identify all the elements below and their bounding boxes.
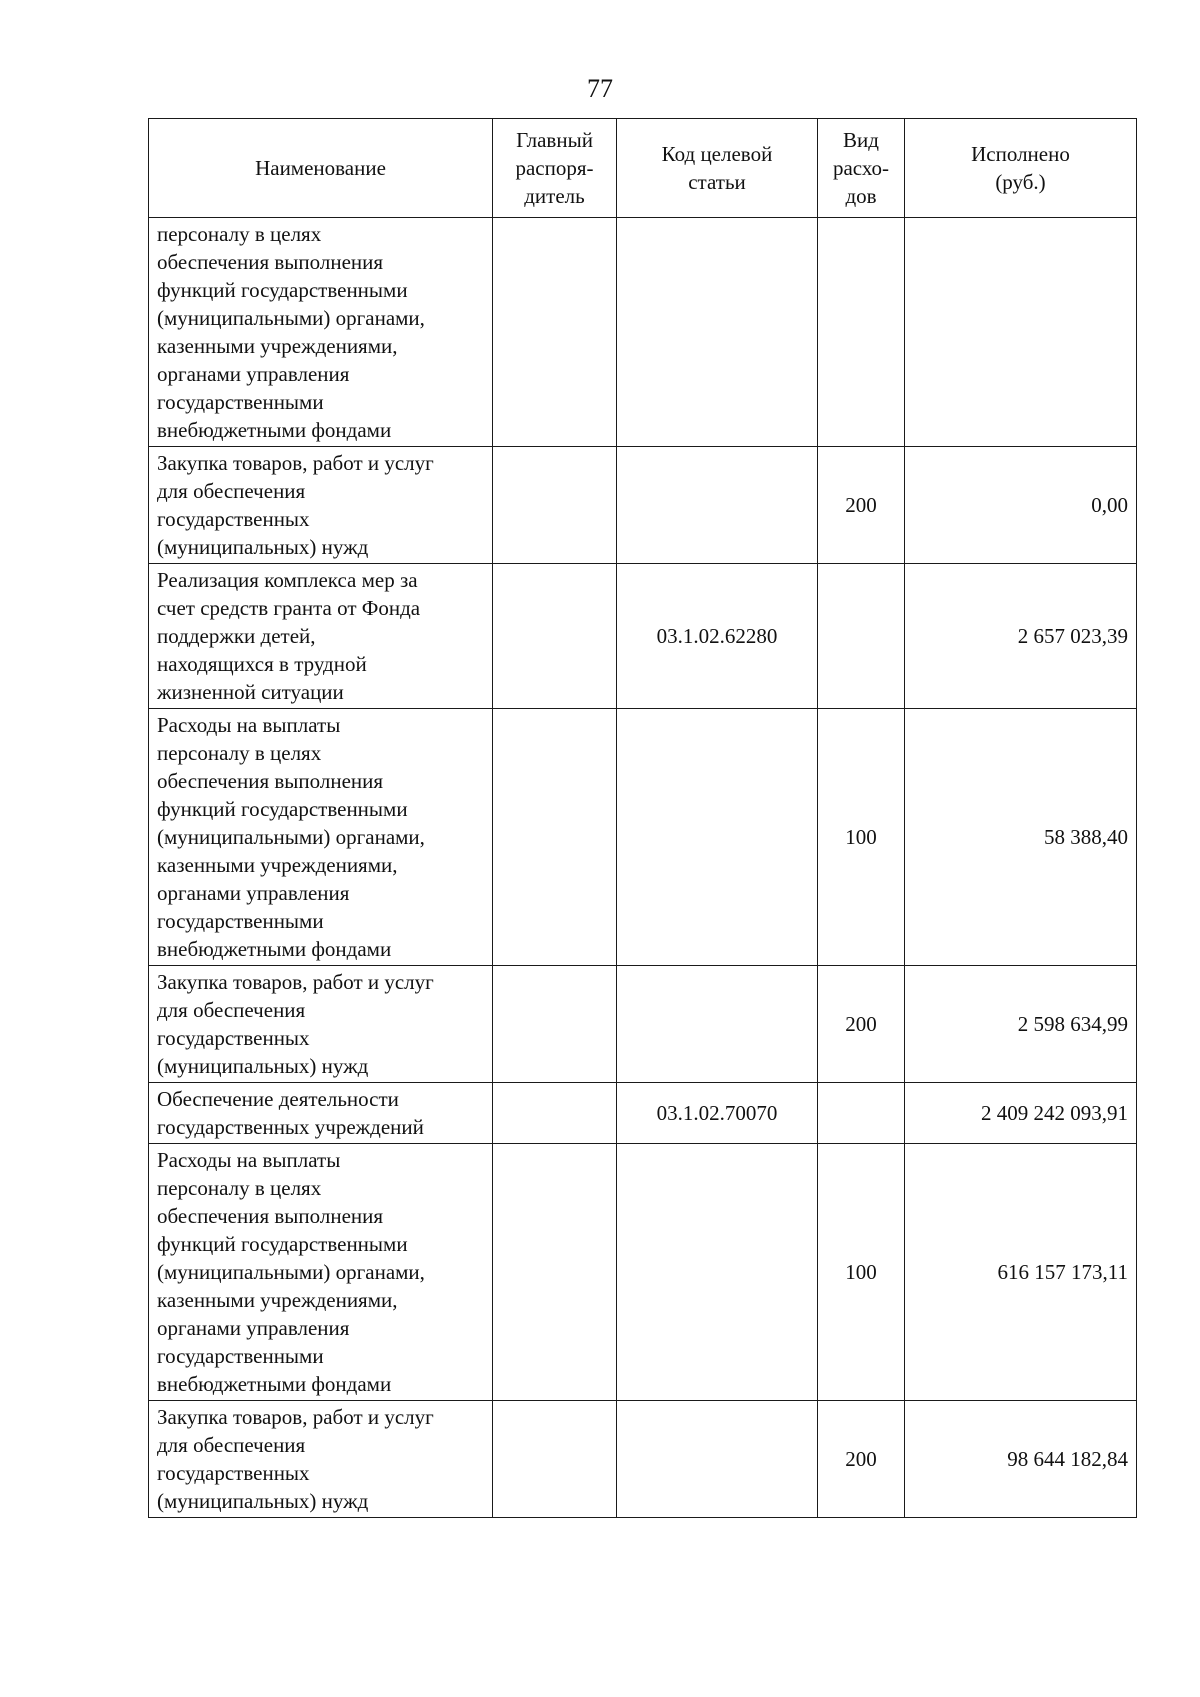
row-executed: 98 644 182,84 [905,1401,1137,1518]
row-type [818,218,905,447]
row-code [617,1144,818,1401]
table-row [149,709,1137,966]
table-header-row [149,119,1137,218]
table-row [149,966,1137,1083]
row-code [617,709,818,966]
row-type: 200 [818,966,905,1083]
row-type [818,1083,905,1144]
row-code [617,447,818,564]
row-type: 100 [818,709,905,966]
row-admin [493,447,617,564]
row-type: 200 [818,1401,905,1518]
row-admin [493,1083,617,1144]
row-admin [493,218,617,447]
row-name: персоналу в целях обеспечения выполнения функций государственными (муниципальными) органами, казенными учреждениями, органами управления государственными внебюджетными фондами [149,218,493,447]
row-executed: 58 388,40 [905,709,1137,966]
table-row [149,447,1137,564]
page-number: 77 [587,74,613,103]
budget-execution-table [148,118,1137,1518]
header-name: Наименование [149,119,493,218]
table-row [149,1083,1137,1144]
row-code [617,1401,818,1518]
header-type: Вид расхо- дов [818,119,905,218]
table-row [149,1144,1137,1401]
row-executed: 616 157 173,11 [905,1144,1137,1401]
table-row [149,564,1137,709]
row-name: Расходы на выплаты персоналу в целях обеспечения выполнения функций государственными (муниципальными) органами, казенными учреждениями, органами управления государственными внебюджетными фондами [149,1144,493,1401]
row-type: 200 [818,447,905,564]
row-name: Закупка товаров, работ и услуг для обеспечения государственных (муниципальных) нужд [149,447,493,564]
row-type [818,564,905,709]
row-executed: 2 657 023,39 [905,564,1137,709]
row-admin [493,1144,617,1401]
row-name: Обеспечение деятельности государственных учреждений [149,1083,493,1144]
row-code [617,218,818,447]
row-name: Реализация комплекса мер за счет средств гранта от Фонда поддержки детей, находящихся в трудной жизненной ситуации [149,564,493,709]
row-code: 03.1.02.62280 [617,564,818,709]
table-row [149,218,1137,447]
row-name: Закупка товаров, работ и услуг для обеспечения государственных (муниципальных) нужд [149,1401,493,1518]
row-executed: 2 598 634,99 [905,966,1137,1083]
row-admin [493,709,617,966]
header-executed: Исполнено (руб.) [905,119,1137,218]
row-name: Закупка товаров, работ и услуг для обеспечения государственных (муниципальных) нужд [149,966,493,1083]
row-executed [905,218,1137,447]
row-name: Расходы на выплаты персоналу в целях обеспечения выполнения функций государственными (муниципальными) органами, казенными учреждениями, органами управления государственными внебюджетными фондами [149,709,493,966]
row-code [617,966,818,1083]
row-executed: 2 409 242 093,91 [905,1083,1137,1144]
header-code: Код целевой статьи [617,119,818,218]
row-code: 03.1.02.70070 [617,1083,818,1144]
row-executed: 0,00 [905,447,1137,564]
row-admin [493,1401,617,1518]
row-type: 100 [818,1144,905,1401]
table-row [149,1401,1137,1518]
row-admin [493,966,617,1083]
row-admin [493,564,617,709]
header-admin: Главный распоря- дитель [493,119,617,218]
